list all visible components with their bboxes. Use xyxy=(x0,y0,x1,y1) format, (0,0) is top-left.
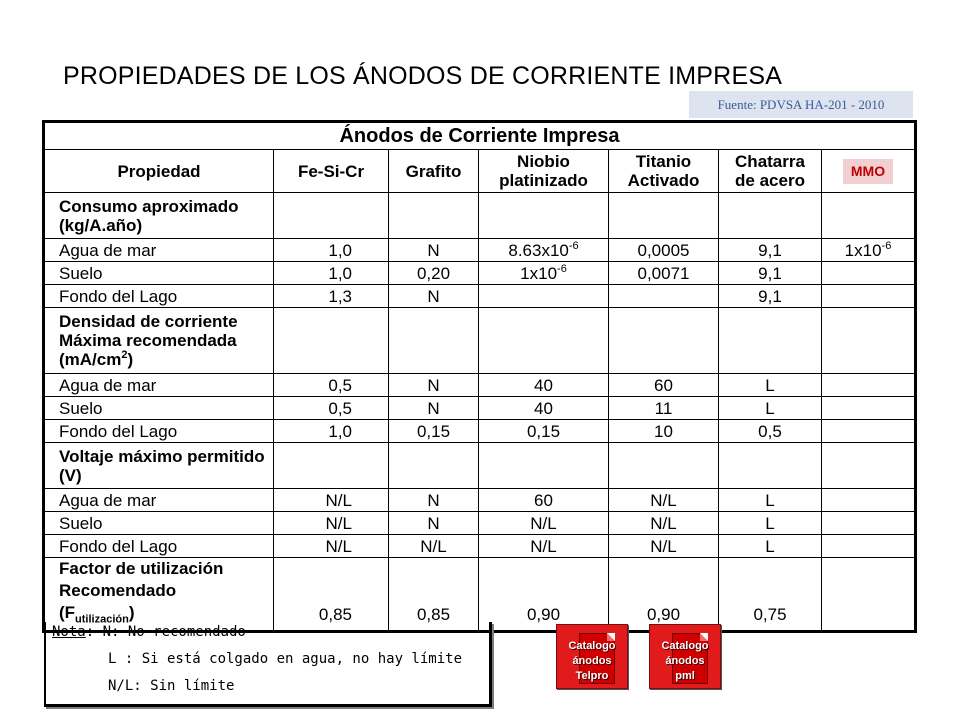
cell-fesicr: N/L xyxy=(274,535,389,558)
cell-titanio: 10 xyxy=(609,420,719,443)
cell-chatarra: L xyxy=(719,397,822,420)
table-row xyxy=(44,420,916,443)
table-row xyxy=(44,512,916,535)
table-row xyxy=(44,397,916,420)
note-line-2: L : Si está colgado en agua, no hay límite xyxy=(108,651,463,667)
cell-fesicr: 1,0 xyxy=(274,262,389,285)
table-row xyxy=(44,262,916,285)
note-heading: Nota xyxy=(52,624,86,640)
cell-fesicr: 0,85 xyxy=(274,558,389,632)
header-mmo: MMO xyxy=(843,159,893,184)
cell-niobio: 40 xyxy=(479,397,609,420)
header-mmo-cell xyxy=(822,150,916,193)
cell-niobio-exp: -6 xyxy=(568,239,579,252)
row-label: Fondo del Lago xyxy=(44,535,274,558)
cell-niobio: 40 xyxy=(479,374,609,397)
cell-fesicr: 0,5 xyxy=(274,397,389,420)
cell-grafito: N xyxy=(389,239,479,262)
note-line-3: N/L: Sin límite xyxy=(108,678,235,694)
cell-chatarra: L xyxy=(719,535,822,558)
catalog-telpro-button[interactable]: Catalogo ánodos Telpro xyxy=(556,624,628,689)
cell-niobio-base: 8.63x10 xyxy=(508,240,569,260)
cell-fesicr: 1,0 xyxy=(274,239,389,262)
row-label: Agua de mar xyxy=(44,489,274,512)
cell-chatarra: 9,1 xyxy=(719,262,822,285)
cell-chatarra: L xyxy=(719,512,822,535)
cell-niobio-exp: -6 xyxy=(557,262,567,275)
cell-grafito: 0,15 xyxy=(389,420,479,443)
section-consumo: Consumo aproximado (kg/A.año) xyxy=(44,193,274,239)
table-row xyxy=(44,558,916,632)
cell-grafito: N xyxy=(389,374,479,397)
cell-niobio: 0,15 xyxy=(479,420,609,443)
cell-chatarra: 9,1 xyxy=(719,285,822,308)
cell-titanio: N/L xyxy=(609,489,719,512)
cell-chatarra: 0,75 xyxy=(719,558,822,632)
page-title: PROPIEDADES DE LOS ÁNODOS DE CORRIENTE IMPRESA xyxy=(63,62,783,90)
section-densidad: Densidad de corriente Máxima recomendada $(mA/cm^2)$ xyxy=(44,308,274,374)
cell-titanio: 60 xyxy=(609,374,719,397)
cell-titanio: N/L xyxy=(609,512,719,535)
cell-mmo-base: 1x10 xyxy=(844,240,882,260)
cell-titanio: 0,0005 xyxy=(609,239,719,262)
header-chatarra: Chatarra de acero xyxy=(719,150,822,193)
cell-niobio-base: 1x10 xyxy=(520,263,558,283)
cell-titanio: 0,90 xyxy=(609,558,719,632)
header-grafito: Grafito xyxy=(389,150,479,193)
table-row xyxy=(44,489,916,512)
cell-fesicr: 0,5 xyxy=(274,374,389,397)
row-label: Agua de mar xyxy=(44,374,274,397)
cell-niobio: N/L xyxy=(479,535,609,558)
cell-titanio: N/L xyxy=(609,535,719,558)
cell-grafito: N xyxy=(389,397,479,420)
table-row xyxy=(44,239,916,262)
row-label: Fondo del Lago xyxy=(44,420,274,443)
header-fesicr: Fe-Si-Cr xyxy=(274,150,389,193)
catalog-pml-button[interactable]: Catalogo ánodos pml xyxy=(649,624,721,689)
cell-niobio: N/L xyxy=(479,512,609,535)
table-caption: Ánodos de Corriente Impresa xyxy=(44,122,916,150)
cell-niobio: 0,90 xyxy=(479,558,609,632)
header-niobio: Niobio platinizado xyxy=(479,150,609,193)
cell-fesicr: N/L xyxy=(274,489,389,512)
table-row xyxy=(44,374,916,397)
cell-mmo-exp: -6 xyxy=(881,239,892,252)
cell-grafito: 0,85 xyxy=(389,558,479,632)
header-propiedad: Propiedad xyxy=(44,150,274,193)
cell-grafito: N xyxy=(389,285,479,308)
table-row xyxy=(44,535,916,558)
cell-grafito: N xyxy=(389,489,479,512)
cell-niobio: 60 xyxy=(479,489,609,512)
cell-grafito: 0,20 xyxy=(389,262,479,285)
header-titanio: Titanio Activado xyxy=(609,150,719,193)
row-label: Suelo xyxy=(44,262,274,285)
source-badge: Fuente: PDVSA HA-201 - 2010 xyxy=(689,91,913,118)
cell-chatarra: L xyxy=(719,374,822,397)
cell-titanio: 11 xyxy=(609,397,719,420)
cell-mmo xyxy=(822,239,916,262)
cell-niobio xyxy=(479,239,609,262)
cell-fesicr: 1,0 xyxy=(274,420,389,443)
cell-chatarra: L xyxy=(719,489,822,512)
cell-titanio: 0,0071 xyxy=(609,262,719,285)
row-label: Agua de mar xyxy=(44,239,274,262)
cell-grafito: N/L xyxy=(389,535,479,558)
cell-fesicr: 1,3 xyxy=(274,285,389,308)
cell-chatarra: 0,5 xyxy=(719,420,822,443)
row-label: Suelo xyxy=(44,512,274,535)
note-line-1: : N: No recomendado xyxy=(85,624,246,640)
table-row xyxy=(44,285,916,308)
cell-grafito: N xyxy=(389,512,479,535)
row-label: Fondo del Lago xyxy=(44,285,274,308)
cell-chatarra: 9,1 xyxy=(719,239,822,262)
row-label: Suelo xyxy=(44,397,274,420)
legend-note xyxy=(44,622,492,707)
section-voltaje: Voltaje máximo permitido (V) xyxy=(44,443,274,489)
section-factor: Factor de utilización Recomendado $(F_{utilización})$ xyxy=(44,558,274,632)
cell-fesicr: N/L xyxy=(274,512,389,535)
anodes-table xyxy=(42,120,917,633)
cell-niobio xyxy=(479,262,609,285)
